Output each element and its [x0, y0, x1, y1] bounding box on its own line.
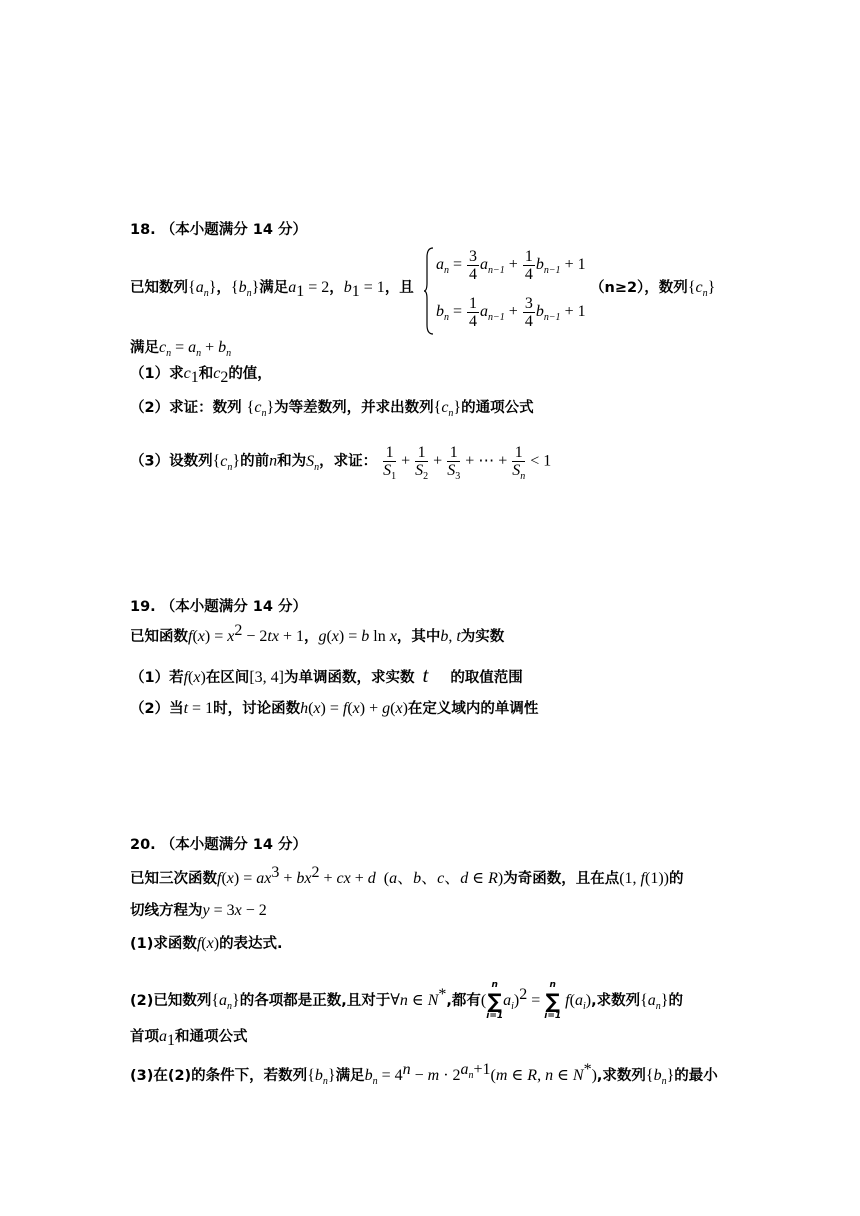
recurrence-b: $b_n$ = $\frac{1}{4}$ $a_{n-1}$ + $\frac{3}{4}$ $b_{n-1} + 1$ — [436, 295, 586, 330]
q19-line1: 已知函数$f(x) = x^2 - 2tx + 1$，g(x) = b ln x，其中b, t为实数 — [130, 622, 505, 645]
q18-line2: 满足$c_n = a_n + b_n$ — [130, 339, 232, 360]
q20-part1: (1)求函数f(x)的表达式. — [130, 935, 283, 952]
q18-part2: （2）求证：数列 $\{c_n\}$为等差数列，并求出数列$\{c_n\}$的通项公式 — [130, 399, 534, 420]
q18-part3: （3）设数列$\{c_n\}$的前n和为$S_n$，求证： $\frac{1}{S_1}$ + $\frac{1}{S_2}$ + $\frac{1}{S_3}$ + ⋯ + $\frac{1}{S_n}$ < 1 — [130, 444, 552, 483]
q19-part2: （2）当t = 1时，讨论函数h(x) = f(x) + g(x)在定义域内的单调性 — [130, 700, 539, 717]
q20-header: 20. （本小题满分 14 分） — [130, 837, 308, 853]
q20-part2-cont: 首项$a_1$和通项公式 — [130, 1028, 248, 1049]
q18-header: 18. （本小题满分 14 分） — [130, 222, 308, 238]
recurrence-a: $a_n$ = $\frac{3}{4}$ $a_{n-1}$ + $\frac{1}{4}$ $b_{n-1} + 1$ — [436, 248, 586, 283]
q19-header: 19. （本小题满分 14 分） — [130, 599, 308, 615]
q18-line1-tail: （n≥2），数列$\{c_n\}$ — [590, 279, 716, 300]
q18-line1: 已知数列$\{a_n\}$，$\{b_n\}$满足$a_1 = 2$，$b_1 = 1$，且 — [130, 279, 414, 300]
system-brace — [424, 247, 434, 335]
q20-line1: 已知三次函数$f(x) = ax^3 + bx^2$ + cx + d (a、b、c、d ∈ R)为奇函数，且在点(1, f(1))的 — [130, 864, 684, 887]
q20-part2: (2)已知数列$\{a_n\}$的各项都是正数,且对于∀n ∈ N*,都有( n ∑ i=1 $a_i)^2$ = n ∑ i=1 $f(a_i)$,求数列$\{a_n\}$的 — [130, 980, 683, 1021]
q20-line2: 切线方程为y = 3x − 2 — [130, 902, 267, 919]
q18-part1: （1）求$c_1$和$c_2$的值， — [130, 365, 272, 386]
q20-part3: (3)在(2)的条件下，若数列$\{b_n\}$满足$b_n = 4^n - m \cdot 2^{a_n+1}(m$ ∈ R, n ∈ N*),求数列$\{b_n\}$的最小 — [130, 1061, 718, 1088]
q19-part1: （1）若f(x)在区间[3, 4]为单调函数，求实数 t 的取值范围 — [130, 663, 523, 687]
